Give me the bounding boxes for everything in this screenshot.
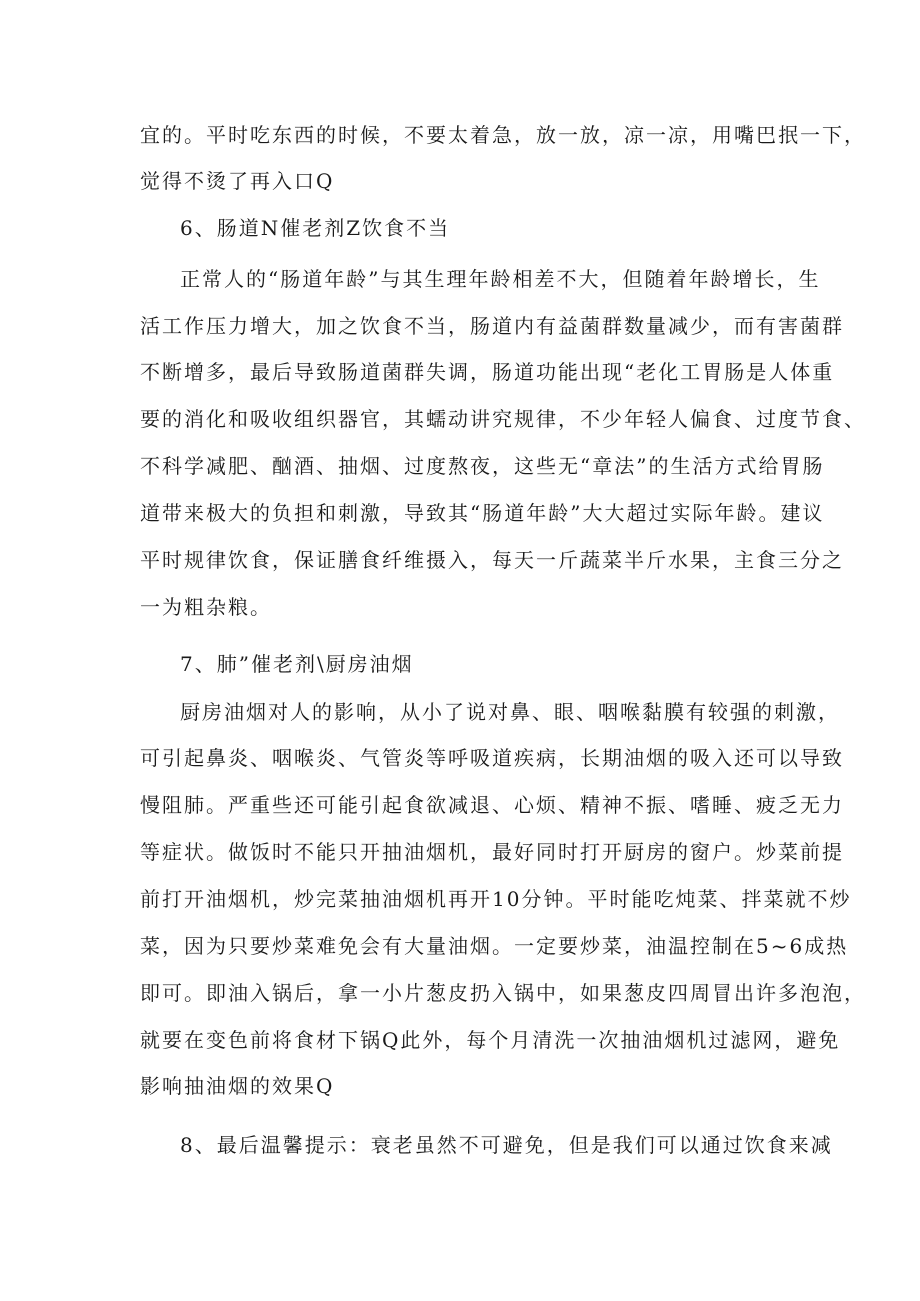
text-line: 活工作压力增大，加之饮食不当，肠道内有益菌群数量减少，而有害菌群 (140, 314, 844, 338)
text-line: 可引起鼻炎、咽喉炎、气管炎等呼吸道疾病，长期油烟的吸入还可以导致 (140, 746, 844, 770)
text-line: 慢阻肺。严重些还可能引起食欲减退、心烦、精神不振、嗜睡、疲乏无力 (140, 793, 844, 817)
text-line: 不科学减肥、酗酒、抽烟、过度熬夜，这些无“章法”的生活方式给胃肠 (140, 454, 825, 478)
section-heading: 8、最后温馨提示：衰老虽然不可避免，但是我们可以通过饮食来减 (180, 1133, 833, 1157)
section-heading: 7、肺”催老剂\厨房油烟 (180, 652, 414, 676)
section-heading: 6、肠道N催老剂Z饮食不当 (180, 216, 451, 240)
text-line: 厨房油烟对人的影响，从小了说对鼻、眼、咽喉黏膜有较强的刺激， (180, 700, 840, 724)
text-line: 平时规律饮食，保证膳食纤维摄入，每天一斤蔬菜半斤水果，主食三分之 (140, 548, 844, 572)
text-line: 等症状。做饭时不能只开抽油烟机，最好同时打开厨房的窗户。炒菜前提 (140, 840, 844, 864)
text-line: 要的消化和吸收组织器官，其蠕动讲究规律，不少年轻人偏食、过度节食、 (140, 407, 866, 431)
text-line: 即可。即油入锅后，拿一小片葱皮扔入锅中，如果葱皮四周冒出许多泡泡， (140, 981, 866, 1005)
text-line: 正常人的“肠道年龄”与其生理年龄相差不大，但随着年龄增长，生 (180, 267, 821, 291)
text-line: 影响抽油烟的效果Q (140, 1074, 335, 1098)
text-line: 一为粗杂粮。 (140, 595, 272, 619)
text-line: 菜，因为只要炒菜难免会有大量油烟。一定要炒菜，油温控制在5~6成热 (140, 934, 849, 958)
text-line: 前打开油烟机，炒完菜抽油烟机再开10分钟。平时能吃炖菜、拌菜就不炒 (140, 887, 852, 911)
text-line: 宜的。平时吃东西的时候，不要太着急，放一放，凉一凉，用嘴巴抿一下， (140, 123, 866, 147)
text-line: 觉得不烫了再入口Q (140, 169, 335, 193)
text-line: 道带来极大的负担和刺激，导致其“肠道年龄”大大超过实际年龄。建议 (140, 501, 825, 525)
text-line: 不断增多，最后导致肠道菌群失调，肠道功能出现“老化工胃肠是人体重 (140, 360, 835, 384)
text-line: 就要在变色前将食材下锅Q此外，每个月清洗一次抽油烟机过滤网，避免 (140, 1028, 841, 1052)
